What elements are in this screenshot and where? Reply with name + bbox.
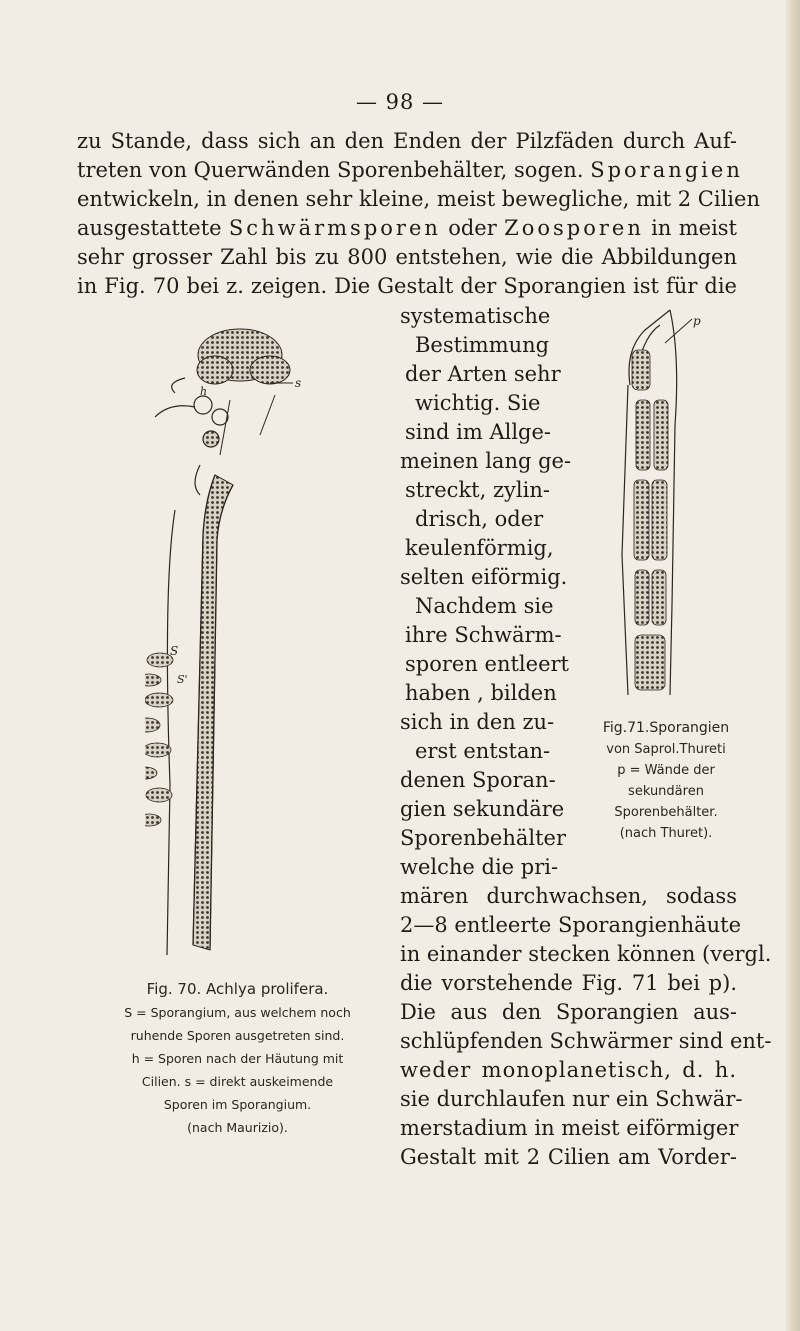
sporangium-tube: [167, 475, 233, 955]
col-line: wichtig. Sie: [415, 391, 541, 415]
sporangium-contents: [632, 350, 668, 690]
col-line: der Arten sehr: [405, 362, 561, 386]
col-line: sich in den zu-: [400, 710, 555, 734]
label-s: s: [295, 376, 302, 390]
col-line: Bestimmung: [415, 333, 550, 357]
caption-line: von Saprol.Thureti: [606, 742, 726, 757]
text-line: in Fig. 70 bei z. zeigen. Die Gestalt der Sporangien ist für die: [77, 274, 737, 298]
emphasis-zoosporen: Zoosporen: [504, 216, 644, 240]
emphasis-schwaermsporen: Schwärmsporen: [228, 216, 441, 240]
page-number: — 98 —: [355, 90, 445, 114]
col-line: sind im Allge-: [405, 420, 552, 444]
caption-line: Sporen im Sporangium.: [163, 1097, 312, 1112]
col-line: in einander stecken können (vergl.: [400, 942, 772, 966]
caption-line: S = Sporangium, aus welchem noch: [124, 1005, 351, 1020]
caption-line: (nach Thuret).: [619, 826, 713, 841]
col-line: erst entstan-: [415, 739, 551, 763]
caption-line: Cilien. s = direkt auskeimende: [141, 1074, 334, 1089]
emphasis-sporangien: Sporangien: [590, 158, 743, 182]
caption-line: Fig.71.Sporangien: [602, 720, 730, 736]
col-line: systematische: [400, 304, 551, 328]
text-line: sehr grosser Zahl bis zu 800 entstehen, wie die Abbildungen: [77, 245, 737, 269]
col-line: weder monoplanetisch, d. h.: [400, 1058, 737, 1082]
caption-line: (nach Maurizio).: [187, 1120, 288, 1135]
label-S-prime: S': [177, 673, 188, 686]
figure-71-caption: [592, 718, 740, 844]
caption-line: Fig. 70. Achlya prolifera.: [146, 980, 329, 998]
col-line: keulenförmig,: [405, 536, 554, 560]
label-h: h: [200, 385, 208, 398]
figure-70-caption: [80, 978, 395, 1139]
col-line: merstadium in meist eiförmiger: [400, 1116, 739, 1140]
col-line: Gestalt mit 2 Cilien am Vorder-: [400, 1145, 737, 1169]
text-line: treten von Querwänden Sporenbehälter, sogen. Sporangien: [77, 158, 743, 182]
caption-line: h = Sporen nach der Häutung mit: [131, 1051, 344, 1066]
col-line: sporen entleert: [405, 652, 569, 676]
text-line: ausgestattete Schwärmsporen oder Zoosporen in meist: [77, 216, 737, 240]
col-line: denen Sporan-: [400, 768, 556, 792]
col-line: drisch, oder: [415, 507, 544, 531]
col-line: haben , bilden: [405, 681, 557, 705]
label-S: S: [170, 644, 179, 658]
col-line: Sporenbehälter: [400, 826, 567, 850]
text-line: entwickeln, in denen sehr kleine, meist bewegliche, mit 2 Cilien: [77, 187, 760, 211]
col-line: 2—8 entleerte Sporangienhäute: [400, 913, 742, 937]
col-line: meinen lang ge-: [400, 449, 572, 473]
col-line: mären durchwachsen, sodass: [400, 884, 737, 908]
figure-71-illustration: [610, 305, 710, 705]
caption-line: sekundären: [628, 784, 704, 799]
caption-line: Sporenbehälter.: [614, 805, 718, 820]
col-line: schlüpfenden Schwärmer sind ent-: [400, 1029, 772, 1053]
col-line: Nachdem sie: [415, 594, 554, 618]
caption-line: p = Wände der: [617, 763, 715, 778]
col-line: streckt, zylin-: [405, 478, 550, 502]
spore-cluster: [197, 329, 290, 384]
col-line: gien sekundäre: [400, 797, 565, 821]
col-line: sie durchlaufen nur ein Schwär-: [400, 1087, 743, 1111]
col-line: selten eiförmig.: [400, 565, 568, 589]
col-line: ihre Schwärm-: [405, 623, 562, 647]
caption-line: ruhende Sporen ausgetreten sind.: [130, 1028, 345, 1043]
col-line: welche die pri-: [400, 855, 559, 879]
col-line: die vorstehende Fig. 71 bei p).: [400, 971, 737, 995]
text-line: zu Stande, dass sich an den Enden der Pilzfäden durch Auf-: [77, 129, 737, 153]
label-p: p: [693, 314, 701, 328]
page-edge: [786, 0, 800, 1331]
figure-70-illustration: [145, 325, 315, 965]
col-line: Die aus den Sporangien aus-: [400, 1000, 737, 1024]
